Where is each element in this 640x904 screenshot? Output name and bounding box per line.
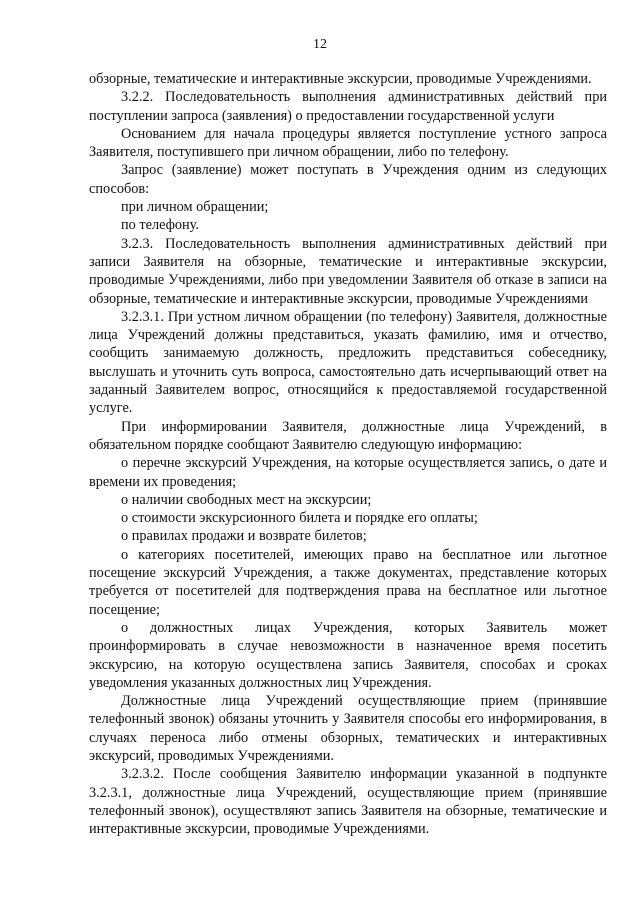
section-3-2-3-1: 3.2.3.1. При устном личном обращении (по телефону) Заявителя, должностные лица Учреждений должны представиться, указать фамилию, имя и отчество, сообщить занимаемую должность, предложить представиться собеседнику, выслушать и уточнить суть вопроса, самостоятельно дать исчерпывающий ответ на заданный Заявителем вопрос, относящийся к предоставляемой государственной услуге.: [89, 308, 607, 417]
list-item: о перечне экскурсий Учреждения, на которые осуществляется запись, о дате и времени их проведения;: [89, 455, 607, 490]
section-heading-3-2-3: 3.2.3. Последовательность выполнения административных действий при записи Заявителя на обзорные, тематические и интерактивные экскурсии, проводимые Учреждениями, либо при уведомлении Заявителя об отказе в записи на обзорные, тематические и интерактивные экскурсии, проводимые Учреждениями: [89, 235, 607, 307]
section-3-2-3-2: 3.2.3.2. После сообщения Заявителю информации указанной в подпункте 3.2.3.1, должностные лица Учреждений, осуществляющие прием (принявшие телефонный звонок), осуществляют запись Заявителя на обзорные, тематические и интерактивные экскурсии, проводимые Учреждениями.: [89, 766, 607, 838]
paragraph: обзорные, тематические и интерактивные экскурсии, проводимые Учреждениями.: [89, 71, 592, 87]
list-item: о правилах продажи и возврате билетов;: [121, 528, 367, 545]
paragraph: Запрос (заявление) может поступать в Учреждения одним из следующих способов:: [89, 162, 607, 197]
list-item: о стоимости экскурсионного билета и порядке его оплаты;: [121, 510, 478, 527]
document-body: [89, 70, 607, 838]
section-heading-3-2-2: 3.2.2. Последовательность выполнения административных действий при поступлении запроса (заявления) о предоставлении государственной услуги: [89, 89, 607, 124]
paragraph: Должностные лица Учреждений осуществляющие прием (принявшие телефонный звонок) обязаны уточнить у Заявителя способы его информирования, в случаях переноса либо отмены обзорных, тематических и интерактивных экскурсий, проводимых Учреждениями.: [89, 693, 607, 764]
list-item: о наличии свободных мест на экскурсии;: [121, 491, 372, 508]
list-item: о должностных лицах Учреждения, которых Заявитель может проинформировать в случае невозможности в назначенное время посетить экскурсию, на которую осуществлена запись Заявителя, способах и сроках уведомления указанных должностных лиц Учреждения.: [89, 619, 607, 691]
paragraph: Основанием для начала процедуры является поступление устного запроса Заявителя, поступившего при личном обращении, либо по телефону.: [89, 125, 607, 161]
list-item: по телефону.: [121, 217, 199, 234]
list-item: о категориях посетителей, имеющих право на бесплатное или льготное посещение экскурсий Учреждения, а также документах, представление которых требуется от посетителей для подтверждения права на бесплатное или льготное посещение;: [89, 546, 607, 618]
paragraph: При информировании Заявителя, должностные лица Учреждений, в обязательном порядке сообщают Заявителю следующую информацию:: [89, 418, 607, 453]
list-item: при личном обращении;: [121, 199, 269, 216]
page-number: 12: [313, 37, 327, 52]
